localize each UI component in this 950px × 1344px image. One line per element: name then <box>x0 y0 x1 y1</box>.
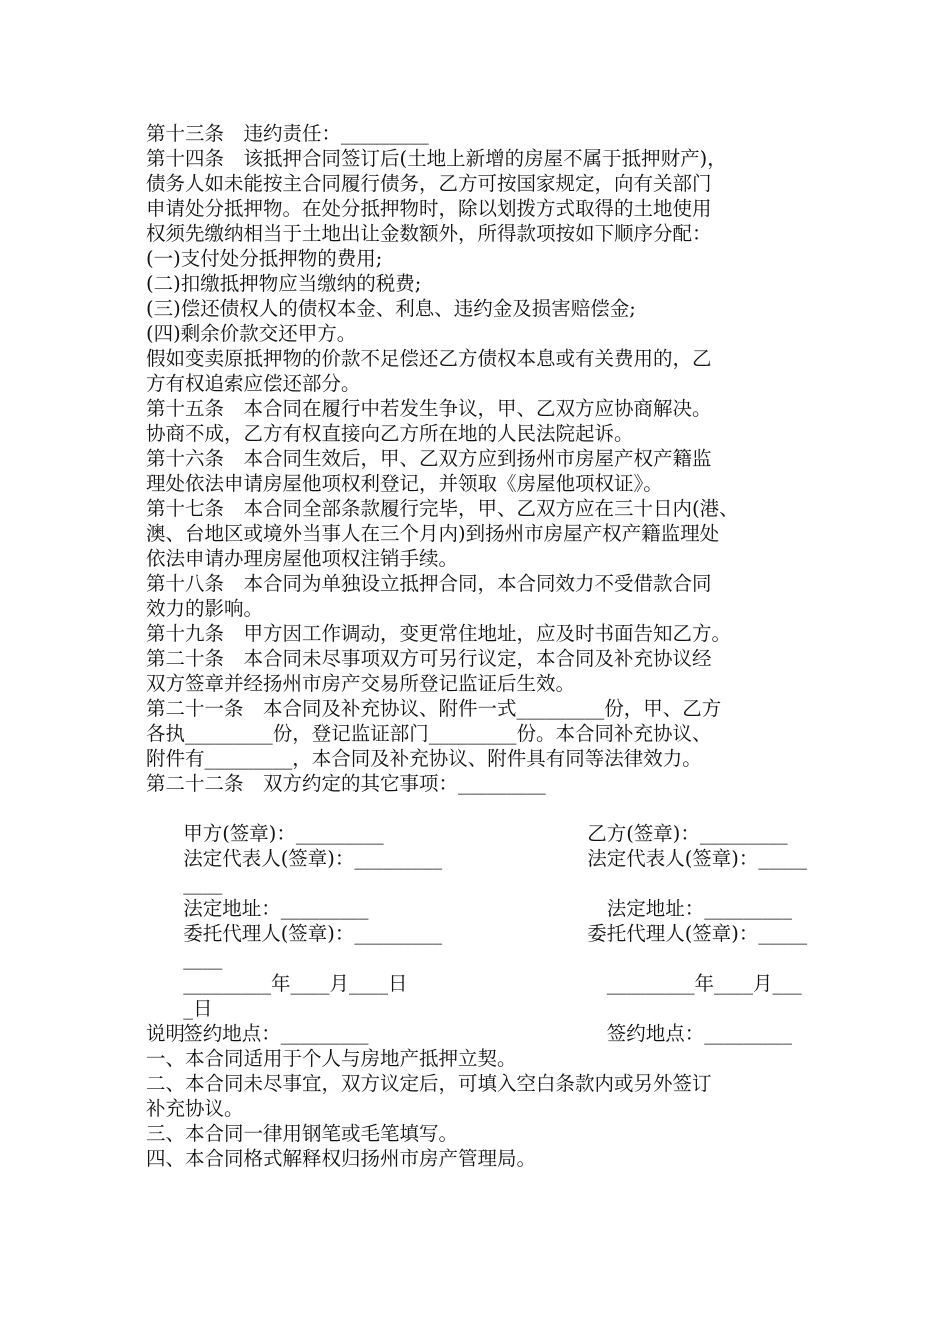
clause-line: 第十八条 本合同为单独设立抵押合同，本合同效力不受借款合同 <box>146 572 712 595</box>
note-line: 补充协议。 <box>146 1097 244 1120</box>
clause-line: 协商不成，乙方有权直接向乙方所在地的人民法院起诉。 <box>146 422 634 445</box>
clause-line: 效力的影响。 <box>146 597 264 620</box>
signature-party-a: 甲方(签章)：_________ <box>183 822 384 845</box>
clause-line: 理处依法申请房屋他项权利登记，并领取《房屋他项权证》。 <box>146 472 663 495</box>
clause-line: (二)扣缴抵押物应当缴纳的税费; <box>146 272 422 295</box>
signature-party-a: _日 <box>183 997 213 1020</box>
clause-line: 第十五条 本合同在履行中若发生争议，甲、乙双方应协商解决。 <box>146 397 712 420</box>
signature-party-a: 法定地址：_________ <box>183 897 369 920</box>
signature-party-a: ____ <box>183 872 223 895</box>
note-line: 四、本合同格式解释权归扬州市房产管理局。 <box>146 1147 537 1170</box>
clause-line: 第十三条 违约责任：_________ <box>146 122 429 145</box>
clause-line: 方有权追索应偿还部分。 <box>146 372 361 395</box>
signature-party-b: 委托代理人(签章)：_____ <box>587 922 808 945</box>
clause-line: 第二十条 本合同未尽事项双方可另行议定，本合同及补充协议经 <box>146 647 712 670</box>
clause-line: 第十六条 本合同生效后，甲、乙双方应到扬州市房屋产权产籍监 <box>146 447 712 470</box>
clause-line: 假如变卖原抵押物的价款不足偿还乙方债权本息或有关费用的，乙 <box>146 347 712 370</box>
signature-party-b: _________年____月___ <box>587 972 802 995</box>
signature-party-a: 法定代表人(签章)：_________ <box>183 847 443 870</box>
clause-line: 依法申请办理房屋他项权注销手续。 <box>146 547 459 570</box>
note-line: 三、本合同一律用钢笔或毛笔填写。 <box>146 1122 459 1145</box>
signature-party-a: ____ <box>183 947 223 970</box>
clause-line: 第十七条 本合同全部条款履行完毕，甲、乙双方应在三十日内(港、 <box>146 497 739 520</box>
signature-row <box>146 796 811 845</box>
clause-line: 双方签章并经扬州市房产交易所登记监证后生效。 <box>146 672 576 695</box>
clause-line: (三)偿还债权人的债权本金、利息、违约金及损害赔偿金; <box>146 297 636 320</box>
clause-line: 债务人如未能按主合同履行债务，乙方可按国家规定，向有关部门 <box>146 172 712 195</box>
signature-party-a: 委托代理人(签章)：_________ <box>183 922 443 945</box>
clause-line: 澳、台地区或境外当事人在三个月内)到扬州市房屋产权产籍监理处 <box>146 522 720 545</box>
contract-page <box>146 121 811 1171</box>
note-line: 二、本合同未尽事宜，双方议定后，可填入空白条款内或另外签订 <box>146 1072 712 1095</box>
clause-line: (一)支付处分抵押物的费用; <box>146 247 383 270</box>
clause-line: 第二十二条 双方约定的其它事项：_________ <box>146 772 546 795</box>
clauses-section <box>146 121 811 796</box>
signature-party-b: 签约地点：_________ <box>587 1022 792 1045</box>
signature-party-a: 签约地点：_________ <box>183 1022 369 1045</box>
clause-line: 附件有_________，本合同及补充协议、附件具有同等法律效力。 <box>146 747 702 770</box>
clause-line: 各执_________份，登记监证部门_________份。本合同补充协议、 <box>146 722 712 745</box>
clause-line: 第十九条 甲方因工作调动，变更常住地址，应及时书面告知乙方。 <box>146 622 732 645</box>
note-line: 一、本合同适用于个人与房地产抵押立契。 <box>146 1047 517 1070</box>
notes-title: 说明 <box>146 1022 186 1045</box>
signature-party-b: 法定代表人(签章)：_____ <box>587 847 808 870</box>
clause-line: 第二十一条 本合同及补充协议、附件一式_________份，甲、乙方 <box>146 697 722 720</box>
signature-party-a: _________年____月____日 <box>183 972 408 995</box>
clause-line: (四)剩余价款交还甲方。 <box>146 322 357 345</box>
signature-party-b: 法定地址：_________ <box>587 897 792 920</box>
clause-line: 第十四条 该抵押合同签订后(土地上新增的房屋不属于抵押财产)， <box>146 147 727 170</box>
clause-line: 申请处分抵押物。在处分抵押物时，除以划拨方式取得的土地使用 <box>146 197 712 220</box>
signature-party-b: 乙方(签章)：_________ <box>587 822 788 845</box>
clause-line: 权须先缴纳相当于土地出让金数额外，所得款项按如下顺序分配： <box>146 222 712 245</box>
